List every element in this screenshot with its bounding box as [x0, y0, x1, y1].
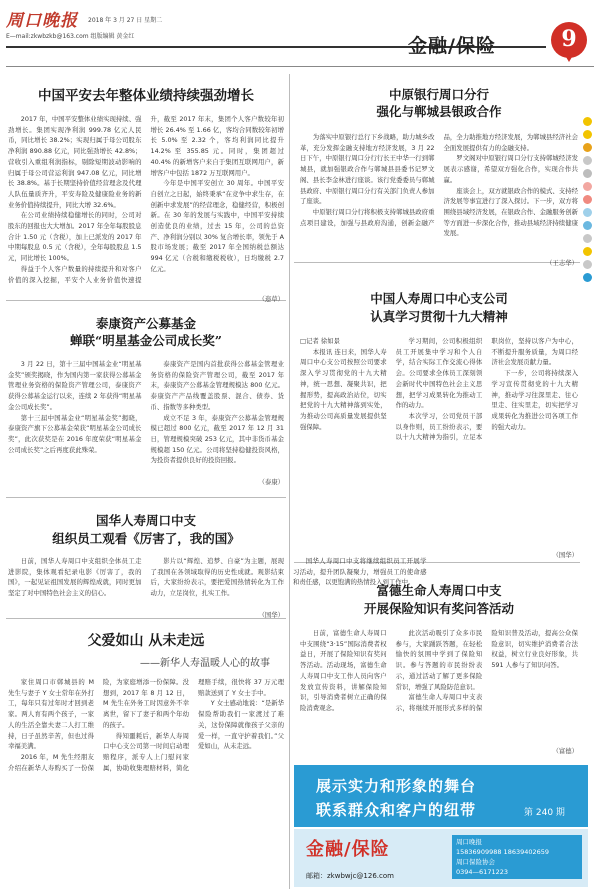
article-fude — [300, 582, 578, 755]
banner-issue-number: 第 240 期 — [524, 808, 565, 818]
paragraph: 泰康资产是国内首批获得公募基金管理业务资格的保险资产管理公司，截至 2017 年末，泰康资产公募基金管理规模达 800 亿元。泰康资产产品线覆盖股票、混合、债券、货币、指数等多种类型。 — [150, 360, 284, 411]
article-credit: （国华） — [258, 611, 284, 619]
article-title: 泰康资产公募基金 蝉联“明星基金公司成长奖” — [70, 316, 222, 348]
article-title: 富德生命人寿周口中支 开展保险知识有奖问答活动 — [363, 583, 514, 616]
masthead-logo: 周口晚报 — [6, 11, 78, 31]
paragraph: Y 女士感动地说：“是新华保险帮助我们一家渡过了难关，这份保障就像孩子父亲的爱一样，一直守护着我们。”父爱如山，从未走远。 — [198, 699, 284, 751]
paragraph: 本次学习，公司党员干部以身作则，员工纷纷表示，要以十九大精神为指引，立足本职岗位，坚持以客户为中心，不断提升服务质量，为周口经济社会发展贡献力量。 — [395, 337, 578, 442]
article-title: 中原银行周口分行 强化与郸城县银政合作 — [376, 87, 502, 119]
side-dot — [583, 260, 592, 269]
article-body — [300, 336, 578, 550]
page-number: 9 — [561, 26, 577, 52]
side-dot — [583, 273, 592, 282]
footer-phones: 15836909988 18639402659 — [456, 848, 550, 856]
article-zhongyuan — [300, 86, 578, 267]
article-body — [8, 556, 427, 610]
article-title: 国华人寿周口中支 组织员工观看《厉害了，我的国》 — [52, 513, 240, 546]
paragraph: 罗文阁对中原银行周口分行支持郸城经济发展表示感谢，希望双方强化合作，实现合作共赢。 — [443, 154, 578, 184]
article-fuai — [8, 630, 284, 873]
side-dot-strip — [583, 117, 593, 286]
article-body — [8, 114, 284, 294]
page-header — [0, 0, 600, 70]
paragraph: 中原银行周口分行将积极支持郸城县政府重点项目建设，加强与县政府沟通，创新金融产品，全力助推地方经济发展，为郸城县经济社会全面发展提供有力的金融支持。 — [300, 133, 578, 227]
header-underline — [6, 66, 594, 67]
side-dot — [583, 169, 592, 178]
paragraph: 国华人寿周口中支将继续组织员工开展学习活动，提升团队凝聚力，增强员工的使命感和责任感，以更饱满的热情投入到工作中。 — [293, 557, 427, 587]
page-number-badge — [551, 22, 587, 62]
promo-banner — [294, 765, 588, 827]
paragraph: 下一步，公司将持续深入学习宣传贯彻党的十九大精神，推动学习往深里走、往心里走、往实里走，切实把学习成果转化为推进公司各项工作的强大动力。 — [491, 369, 578, 431]
paragraph: 2016 年，M 先生经朋友介绍在新华人寿购买了一份保险，为家庭增添一份保障。没想到，2017 年 8 月 12 日，M 先生在外务工时因意外不幸离世，留下了妻子和两个年幼的孩子。 — [8, 678, 189, 772]
side-dot — [583, 130, 592, 139]
paragraph: 成立不足 3 年，泰康资产公募基金管理规模已超过 800 亿元，截至 2017 年 12 月 31 日，管理规模突破 253 亿元，其中非货币基金规模超 150 亿元。公司将坚持稳健投资风格，为投资者提供良好的投资回报。 — [150, 413, 284, 465]
paragraph: 2017 年，中国平安整体业绩实现持续、强劲增长。集团实现净利润 999.78 亿元人民币，同比增长 38.2%；实现归属于母公司股东净利润 890.88 亿元，同比强劲增长 42.8%；营收引入重组利润指标，剔除短期波动影响的归属于母公司营运利润 947.08 亿元，同比增长 38.8%。基于长期坚持价值经营理念及代理人队伍量质齐升，平安寿险及健康险业务的新业务价值持续提升，同比大增 32.6%。 — [8, 115, 142, 209]
side-dot — [583, 143, 592, 152]
paragraph: 学习期间，公司积极组织员工开展集中学习和个人自学，结合实际工作交流心得体会。公司要求全体员工深刻领会新时代中国特色社会主义思想，把学习成果转化为推动工作的动力。 — [395, 337, 483, 410]
article-taikang — [8, 315, 284, 486]
footer-logo: 金融/保险 — [306, 839, 390, 860]
side-dot — [583, 117, 592, 126]
article-title: 中国平安去年整体业绩持续强劲增长 — [38, 88, 254, 104]
paragraph: 此次活动吸引了众多市民参与，大家踊跃答题，在轻松愉快的氛围中学到了保险知识。参与答题的市民纷纷表示，通过活动了解了更多保险常识，增强了风险防范意识。 — [395, 629, 483, 691]
side-dot — [583, 221, 592, 230]
article-credit: （迩草） — [258, 295, 284, 303]
article-credit: （国华） — [552, 551, 578, 559]
footer-email: 邮箱：zkwbwjc@126.com — [306, 872, 394, 880]
row-divider — [6, 497, 286, 498]
banner-line-2: 联系群众和客户的纽带 — [316, 801, 477, 819]
paragraph: 日前，富德生命人寿周口中支围绕“3·15”国际消费者权益日，开展了保险知识有奖问答活动。活动现场，富德生命人寿周口中支工作人员向客户发放宣传资料，讲解保险知识，引导消费者树立正确的保险消费观念。 — [300, 629, 387, 712]
paragraph: 3 月 22 日，第十三届中国基金业“明星基金奖”颁奖揭晓，作为国内第一家获得公募基金管理业务资格的保险资产管理公司，泰康资产获得公募基金运行以来，连续 2 年获得“明星基金公司成长奖”。 — [8, 360, 142, 411]
article-title: 中国人寿周口中心支公司 认真学习贯彻十九大精神 — [370, 291, 508, 324]
article-body — [300, 628, 578, 746]
side-dot — [583, 182, 592, 191]
footer-org-name: 周口晚报 — [456, 838, 482, 846]
paragraph: 影片以“辉煌、追梦、自豪”为主题，展现了我国在各领域取得的历史性成就。观影结束后，大家纷纷表示，要把爱国热情转化为工作动力，立足岗位，扎实工作。 — [150, 557, 284, 598]
section-title: 金融/保险 — [408, 35, 496, 57]
article-body — [300, 132, 578, 258]
side-dot — [583, 234, 592, 243]
article-subtitle: ——新华人寿温暖人心的故事 — [140, 658, 270, 669]
article-guohua-movie — [8, 512, 427, 619]
footer-association-phone: 0394—6171223 — [456, 868, 508, 876]
paragraph: 本报讯 连日来，国华人寿周口中心支公司按照公司要求深入学习贯彻党的十九大精神，统一思想、凝聚共识，把握形势，提高政治站位，切实把党的十九大精神落到实处，为推动公司高质量发展提供坚强保障。 — [300, 347, 387, 431]
paragraph: 第十三届中国基金业“明星基金奖”揭晓，泰康资产旗下公募基金荣获“明星基金公司成长奖”，此次获奖是在 2016 年度荣获“明星基金公司成长奖”之后再度获此殊荣。 — [8, 413, 142, 454]
reporter-byline: □记者 徐如景 — [300, 337, 341, 345]
paragraph: 家住周口市郸城县的 M 先生与妻子 Y 女士常年在外打工，每年只有过年时才回到老家。两人育有两个孩子，一家人的生活全靠夫妻二人打工维持，日子虽然辛苦，但也过得幸福美满。 — [8, 678, 94, 751]
column-divider — [289, 74, 290, 889]
paragraph: 日前，国华人寿周口中支组织全体员工走进影院，集体观看纪录电影《厉害了，我的国》，一起见证祖国发展的辉煌成就，同时更加坚定了对中国特色社会主义的信心。 — [8, 557, 142, 598]
article-credit: （王志华） — [546, 259, 578, 267]
paragraph: 为落实中原银行总行下乡战略，助力城乡改革，充分发挥金融支持地方经济发展，3 月 22 日下午，中原银行周口分行行长王中华一行到郸城县，就加强银政合作与郸城县县委书记罗文阁、县长李金林进行座谈。该行党委委员与郸城县政府、中原银行周口分行有关部门负责人参加了座谈。 — [300, 133, 435, 206]
paragraph: 得益于个人客户数量的持续提升和对客户价值的深入挖掘，平安个人业务价值快速提升，截至 2017 年末，集团个人客户数较年初增长 26.4% 至 1.66 亿，客均合同数较年初增长 5.0% 至 2.32 个，客均利润同比提升 14.2% 至 355.85 元。同时，集团超过 40.4% 的新增客户来自于集团互联网用户，新增客户中包括 1872 万互联网用户。 — [8, 115, 284, 284]
article-body — [8, 359, 284, 477]
article-guoshou-study — [300, 290, 578, 559]
article-title: 父爱如山 从未走远 — [87, 633, 205, 649]
paragraph: 在公司业绩持续稳健增长的同时，公司对股东的回报也大大增加。2017 年全年每股股息合计 1.50 元（含税），加上已派发的 2017 年中期每股息 0.5 元（含税），全年每股股息 1.5 元，同比增长 100%。 — [8, 211, 142, 263]
paragraph: 座谈会上，双方就银政合作的模式、支持经济发展等事宜进行了深入探讨。下一步，双方将围绕县域经济发展，在银政合作、金融服务创新等方面进一步深化合作，推动县域经济持续健康发展。 — [443, 186, 578, 238]
article-pingan — [8, 84, 284, 303]
side-dot — [583, 195, 592, 204]
paragraph: 今年是中国平安创立 30 周年。中国平安自创立之日起，始终秉承“在竞争中求生存，在创新中求发展”的经营理念，稳健经营，积极创新。在 30 年的发展与实践中，中国平安持续创造优良的业绩，过去 15 年，公司的总资产、净利润分别以 30% 复合增长率，领先于 A 股市场发展；截至 2017 年全国纳税总额达 994 亿元（合税和缴税税收），日均缴税 2.7 亿元。 — [150, 179, 284, 273]
footer-box — [294, 829, 588, 887]
side-dot — [583, 156, 592, 165]
banner-line-1: 展示实力和形象的舞台 — [316, 777, 477, 795]
side-dot — [583, 208, 592, 217]
side-dot — [583, 247, 592, 256]
issue-date: 2018 年 3 月 27 日 星期二 — [88, 17, 163, 24]
article-body — [8, 677, 284, 873]
paragraph: 得知噩耗后，新华人寿周口中心支公司第一时间启动理赔程序，派专人上门慰问家属，协助收集理赔材料，简化理赔手续，很快将 37 万元理赔款送到了 Y 女士手中。 — [103, 678, 284, 772]
article-credit: （泰康） — [258, 478, 284, 486]
badge-pin-tip — [563, 52, 575, 62]
mail-editor-line: E—mail:zkwbzkb@163.com 组版编辑 黄金红 — [6, 33, 135, 40]
footer-contact-panel — [452, 835, 582, 879]
paragraph: 富德生命人寿周口中支表示，将继续开展形式多样的保险知识普及活动，提高公众保险意识，切实维护消费者合法权益，树立行业良好形象，共 591 人参与了知识问答。 — [395, 629, 578, 712]
article-credit: （富德） — [552, 747, 578, 755]
footer-association: 周口保险协会 — [456, 858, 495, 866]
